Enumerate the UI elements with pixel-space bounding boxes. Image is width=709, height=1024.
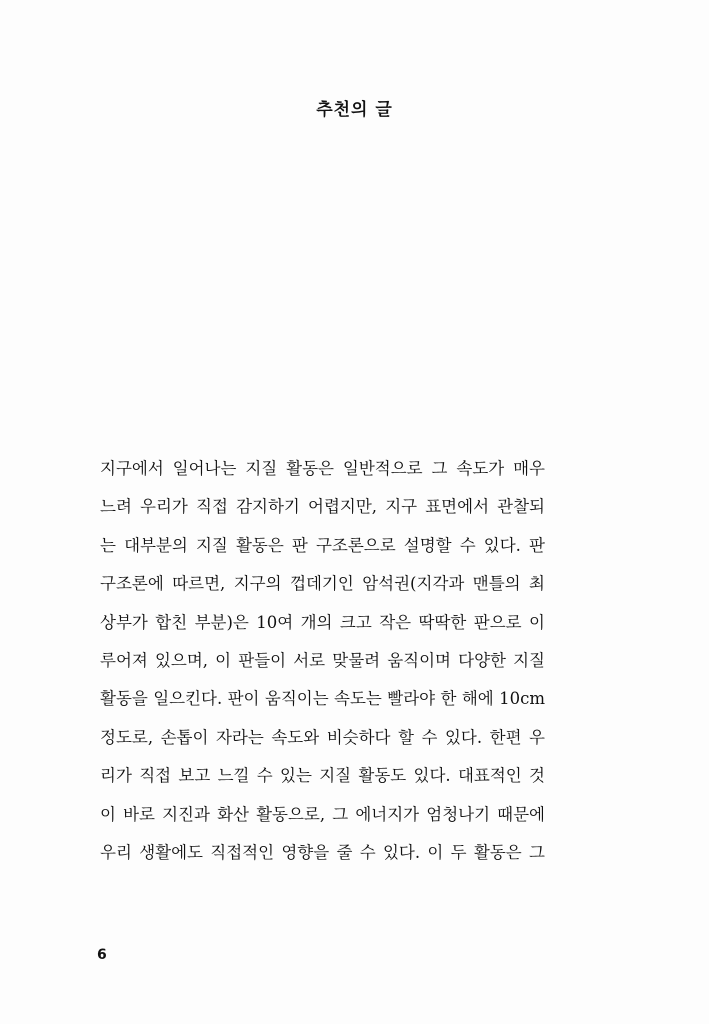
- text-line: 리가 직접 보고 느낄 수 있는 지질 활동도 있다. 대표적인 것: [100, 766, 545, 786]
- text-line: 활동을 일으킨다. 판이 움직이는 속도는 빨라야 한 해에 10cm: [100, 689, 545, 709]
- body-paragraph: [100, 450, 545, 872]
- page-number: 6: [97, 947, 107, 963]
- section-title: 추천의 글: [316, 100, 393, 120]
- text-line: 우리 생활에도 직접적인 영향을 줄 수 있다. 이 두 활동은 그: [100, 843, 545, 863]
- text-line: 느려 우리가 직접 감지하기 어렵지만, 지구 표면에서 관찰되: [100, 497, 545, 517]
- text-line: 이 바로 지진과 화산 활동으로, 그 에너지가 엄청나기 때문에: [100, 804, 545, 824]
- text-line: 는 대부분의 지질 활동은 판 구조론으로 설명할 수 있다. 판: [100, 535, 545, 555]
- text-line: 지구에서 일어나는 지질 활동은 일반적으로 그 속도가 매우: [100, 459, 545, 478]
- text-line: 루어져 있으며, 이 판들이 서로 맞물려 움직이며 다양한 지질: [100, 651, 545, 671]
- text-line: 상부가 합친 부분)은 10여 개의 크고 작은 딱딱한 판으로 이: [100, 612, 545, 632]
- text-line: 구조론에 따르면, 지구의 껍데기인 암석권(지각과 맨틀의 최: [100, 574, 545, 594]
- text-line: 정도로, 손톱이 자라는 속도와 비슷하다 할 수 있다. 한편 우: [100, 727, 545, 747]
